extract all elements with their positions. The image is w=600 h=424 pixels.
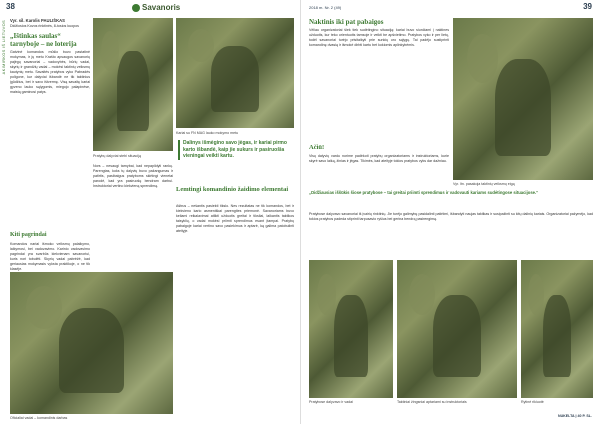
vertical-rubric: AKIMIRKOS IŠ LIETUVOS [1, 20, 6, 75]
article-body-left-col3: Aštrus – nešantis pasiekti tikslo. Nes rezultatas ne tik komandos, bet ir kiekvieno kario asmeniškai parengties priemonė. Savanoriams buvo keliami reikalavimai atlikti užduotis greitai ir tiksliai, laikantis taktikos taisyklių, o vadai mokėsi priimti sprendimus esant įtampai. Pratybų pabaigoje kariai vertino savo pasiekimus ir aptarė, ką galima patobulinti ateityje. [176, 204, 294, 233]
caption-right-b2: Taktiniai žingsniai aptariami su instruktoriais [397, 400, 467, 404]
article-body-right-col2: Pratybose dalyvavo savanoriai iš įvairių rinktinių. Jie turėjo galimybę pasidalinti patirtimi, išbandyti naujas taktikas ir susipažinti su kitų dalinių kariais. Organizatoriai pažymėjo, kad tokios pratybos padeda stiprinti tarpusavio ryšius bei gerina bendrą pasirengimą. [309, 212, 593, 221]
logo-icon [132, 4, 140, 12]
article-body-right-col1: Vėliau organizatoriai šiek tiek sudėtingino situaciją: kariai buvo siunčiami į naktines užduotis, kur teko orientuotis tamsoje ir veikti be apšvietimo. Pratybos vyko ir per lietų, todėl savanoriai turėjo prisitaikyti prie sunkių oro sąlygų. Tai padėjo sustiprinti komandinę dvasią ir išmokė dirbti kartu bet kokiomis aplinkybėmis. [309, 28, 449, 47]
photo-soldiers-right-3 [397, 260, 517, 398]
continued-footer: NUKELTA Į 40 P. SL. [557, 414, 592, 418]
headline-right-2: Ačiū! [309, 144, 325, 151]
photo-soldiers-right-2 [309, 260, 393, 398]
headline-right-1: Naktinis iki pat pabaigos [309, 18, 384, 26]
caption-top: Kariai su FN MAG lauko mokymo metu [176, 131, 239, 135]
photo-soldiers-left-2 [176, 18, 294, 128]
page-number-left: 38 [6, 2, 15, 11]
caption-right-top: Vyr. ltn. pasakoja taktinių veiksmų eigą [453, 182, 515, 186]
caption-right-b3: Rytinė rikiuotė [521, 400, 544, 404]
author-name: Vyr. sil. Karolis PAULIŠKAS [10, 18, 65, 23]
caption-bottom: Oficialiai vadai – komandinis darbas [10, 416, 68, 420]
logo-text: Savanoris [142, 3, 181, 12]
pull-quote: Dalinys išmėgino savo jėgas, ir kariai pirmo karto išbandė, kaip jie sukurs ir pasiruošia vieningai veikti kartu. [178, 140, 295, 160]
article-body-right-col1b: Visų dalyvių vardu norime padėkoti pratybų organizatoriams ir instruktoriams, kurie skyrė savo laiką, žinias ir jėgas. Tikimės, kad ateityje tokios pratybos vyks dar dažniau. [309, 154, 449, 163]
article-body-left-col2: Nors – nesaugi tarnybai, kad nepapildyti rankų. Parengtas, koks tų dalyvių buvo pažangumas ir patirtis, pasibaigus pratyboms skirtingi vienetai parodė, kad yra pasiruošę bendram darbui. Instruktoriai vertino kiekvieną sprendimą. [93, 164, 173, 188]
caption-right-b1: Pratybose dalyvavo ir vadai [309, 400, 353, 404]
article-body-left-col1: Gatvinė komandos mūšio buvo pastatinė mokymas, ir jų metu Krašto apsaugos savanorių pajėgų savanoriai – vadovybės, būrių vadai, skyrių ir grandžių vadai – mokėsi taktinių veiksmų kautynių metu. Savaitės pratybos vyko Pabradės poligone, kur dalyviai išbandė ne tik taktinius įgūdžius, bet ir savo ištvermę. Visą savaitę kariai gyveno lauko sąlygomis, miegojo palapinėse, maistą gaminosi patys. [10, 50, 90, 94]
photo-soldiers-right-4 [521, 260, 593, 398]
headline-left-2: Kiti pagrindai [10, 232, 47, 238]
article-body-left-col1b: Komandos nariai išmoko veiksmų palaikymo, laikymosi, bei vadovavimo. Karinio vadovavimo pagrindai yra svarbūs kiekvienam savanoriui, kuris nori tobulėti. Skyrių vadai pabrėžė, kad geriausias mokymasis vyksta praktikoje, o ne tik klasėje. [10, 242, 90, 271]
author-role: Didžiosios Kovos rinktinės, 8-tosios kuopos [10, 24, 79, 28]
right-page [300, 0, 600, 424]
headline-left-1: „Ištinkas saulas“ tarnyboje – ne loterija [10, 32, 77, 48]
highlight-intro: „Didžiausias iššūkis šiose pratybose – tai greitai priimti sprendimus ir vadovauti kariams sudėtingose situacijose.“ [309, 190, 539, 195]
headline-left-3: Lemtingi komandinio žaidimo elementai [176, 186, 289, 193]
photo-soldiers-right-1 [453, 18, 593, 180]
page-number-right: 39 [583, 2, 592, 11]
issue-label: 2018 m. Nr. 2 (49) [309, 5, 342, 10]
caption-mid: Pratybų dalyviai stebi situaciją [93, 154, 141, 158]
magazine-logo [132, 3, 180, 12]
photo-soldiers-left-1 [93, 18, 173, 151]
photo-soldiers-left-3 [10, 272, 173, 414]
